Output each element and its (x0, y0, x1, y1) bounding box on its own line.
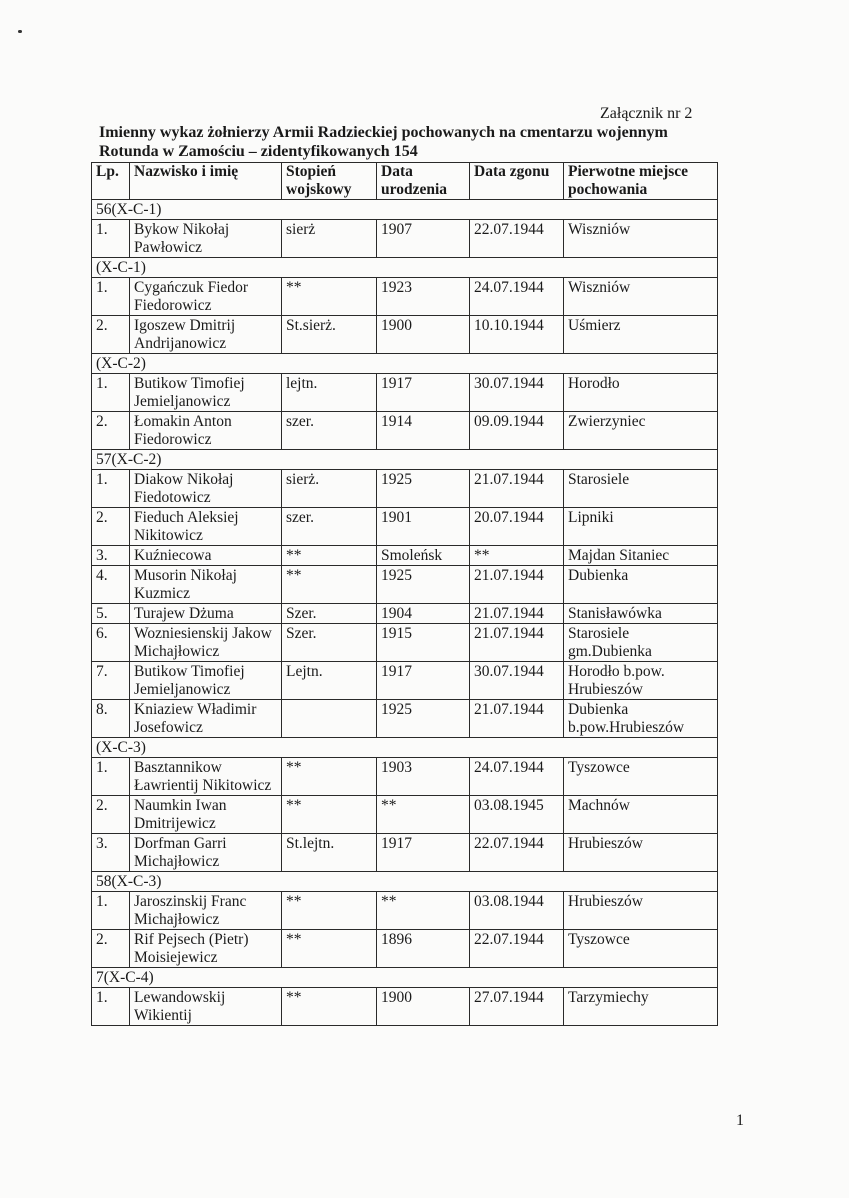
cell-name: Butikow Timofiej Jemieljanowicz (130, 374, 282, 412)
cell-burial-place: Tarzymiechy (564, 988, 718, 1026)
cell-rank: sierż. (282, 470, 377, 508)
cell-lp: 1. (92, 470, 130, 508)
cell-death-date: 03.08.1944 (470, 892, 564, 930)
cell-rank: Szer. (282, 624, 377, 662)
cell-name: Dorfman Garri Michajłowicz (130, 834, 282, 872)
cell-lp: 1. (92, 988, 130, 1026)
cell-lp: 1. (92, 374, 130, 412)
cell-burial-place: Starosiele gm.Dubienka (564, 624, 718, 662)
cell-name: Rif Pejsech (Pietr) Moisiejewicz (130, 930, 282, 968)
cell-rank: ** (282, 892, 377, 930)
cell-birth-date: 1907 (377, 220, 470, 258)
cell-lp: 3. (92, 834, 130, 872)
cell-birth-date: 1903 (377, 758, 470, 796)
section-row (92, 872, 718, 892)
table-row (92, 796, 718, 834)
cell-rank: ** (282, 278, 377, 316)
section-label: 58(X-C-3) (92, 872, 718, 892)
cell-name: Basztannikow Ławrientij Nikitowicz (130, 758, 282, 796)
cell-burial-place: Wiszniów (564, 278, 718, 316)
cell-rank: St.lejtn. (282, 834, 377, 872)
cell-birth-date: 1917 (377, 374, 470, 412)
section-label: 56(X-C-1) (92, 200, 718, 220)
cell-lp: 1. (92, 892, 130, 930)
table-row (92, 220, 718, 258)
cell-rank: sierż (282, 220, 377, 258)
table-row (92, 470, 718, 508)
cell-burial-place: Horodło (564, 374, 718, 412)
table-row (92, 930, 718, 968)
cell-name: Kniaziew Władimir Josefowicz (130, 700, 282, 738)
cell-rank: Szer. (282, 604, 377, 624)
table-row (92, 604, 718, 624)
table-body (92, 200, 718, 1026)
table-row (92, 758, 718, 796)
cell-name: Turajew Dżuma (130, 604, 282, 624)
cell-birth-date: ** (377, 796, 470, 834)
table-row (92, 892, 718, 930)
table-row (92, 508, 718, 546)
cell-rank: St.sierż. (282, 316, 377, 354)
cell-death-date: 22.07.1944 (470, 834, 564, 872)
cell-birth-date: 1925 (377, 470, 470, 508)
attachment-label: Załącznik nr 2 (600, 105, 693, 122)
table-row (92, 566, 718, 604)
cell-name: Wozniesienskij Jakow Michajłowicz (130, 624, 282, 662)
cell-rank: ** (282, 758, 377, 796)
cell-death-date: 30.07.1944 (470, 662, 564, 700)
cell-death-date: 21.07.1944 (470, 566, 564, 604)
cell-lp: 1. (92, 758, 130, 796)
cell-lp: 3. (92, 546, 130, 566)
cell-rank: lejtn. (282, 374, 377, 412)
cell-lp: 7. (92, 662, 130, 700)
table-row (92, 546, 718, 566)
table-row (92, 988, 718, 1026)
section-row (92, 200, 718, 220)
cell-death-date: 24.07.1944 (470, 758, 564, 796)
cell-rank: szer. (282, 508, 377, 546)
cell-birth-date: 1900 (377, 316, 470, 354)
cell-name: Butikow Timofiej Jemieljanowicz (130, 662, 282, 700)
cell-death-date: 09.09.1944 (470, 412, 564, 450)
soldiers-register-table (91, 162, 718, 1026)
cell-lp: 8. (92, 700, 130, 738)
table-row (92, 412, 718, 450)
cell-burial-place: Machnów (564, 796, 718, 834)
cell-death-date: 21.07.1944 (470, 624, 564, 662)
header-lp: Lp. (92, 163, 130, 200)
document-title (99, 123, 739, 161)
cell-death-date: 10.10.1944 (470, 316, 564, 354)
cell-burial-place: Majdan Sitaniec (564, 546, 718, 566)
table-row (92, 662, 718, 700)
cell-lp: 2. (92, 412, 130, 450)
page-number: 1 (736, 1112, 744, 1129)
cell-lp: 6. (92, 624, 130, 662)
cell-burial-place: Tyszowce (564, 758, 718, 796)
cell-rank: ** (282, 930, 377, 968)
cell-burial-place: Lipniki (564, 508, 718, 546)
cell-birth-date: 1925 (377, 566, 470, 604)
table-row (92, 834, 718, 872)
cell-death-date: 21.07.1944 (470, 700, 564, 738)
cell-birth-date: ** (377, 892, 470, 930)
cell-burial-place: Dubienka b.pow.Hrubieszów (564, 700, 718, 738)
cell-lp: 5. (92, 604, 130, 624)
cell-birth-date: 1917 (377, 834, 470, 872)
section-label: 7(X-C-4) (92, 968, 718, 988)
header-death-date: Data zgonu (470, 163, 564, 200)
cell-birth-date: 1917 (377, 662, 470, 700)
cell-birth-date: 1925 (377, 700, 470, 738)
section-label: (X-C-3) (92, 738, 718, 758)
cell-name: Igoszew Dmitrij Andrijanowicz (130, 316, 282, 354)
table-row (92, 316, 718, 354)
cell-rank: Lejtn. (282, 662, 377, 700)
header-birth-date: Data urodzenia (377, 163, 470, 200)
table-row (92, 700, 718, 738)
cell-name: Jaroszinskij Franc Michajłowicz (130, 892, 282, 930)
cell-name: Naumkin Iwan Dmitrijewicz (130, 796, 282, 834)
scan-speck (18, 30, 22, 33)
cell-lp: 2. (92, 316, 130, 354)
cell-death-date: 20.07.1944 (470, 508, 564, 546)
cell-lp: 2. (92, 796, 130, 834)
cell-burial-place: Stanisławówka (564, 604, 718, 624)
cell-death-date: ** (470, 546, 564, 566)
cell-name: Kuźniecowa (130, 546, 282, 566)
cell-burial-place: Starosiele (564, 470, 718, 508)
cell-name: Bykow Nikołaj Pawłowicz (130, 220, 282, 258)
cell-burial-place: Uśmierz (564, 316, 718, 354)
section-row (92, 450, 718, 470)
cell-rank: ** (282, 566, 377, 604)
table-row (92, 374, 718, 412)
cell-name: Cygańczuk Fiedor Fiedorowicz (130, 278, 282, 316)
table-row (92, 624, 718, 662)
section-row (92, 258, 718, 278)
cell-lp: 1. (92, 220, 130, 258)
cell-birth-date: 1901 (377, 508, 470, 546)
cell-burial-place: Dubienka (564, 566, 718, 604)
cell-death-date: 22.07.1944 (470, 930, 564, 968)
table-header-row (92, 163, 718, 200)
cell-lp: 4. (92, 566, 130, 604)
cell-death-date: 03.08.1945 (470, 796, 564, 834)
cell-birth-date: 1923 (377, 278, 470, 316)
header-name: Nazwisko i imię (130, 163, 282, 200)
cell-birth-date: 1904 (377, 604, 470, 624)
section-row (92, 968, 718, 988)
section-row (92, 354, 718, 374)
cell-name: Łomakin Anton Fiedorowicz (130, 412, 282, 450)
cell-burial-place: Tyszowce (564, 930, 718, 968)
cell-rank: szer. (282, 412, 377, 450)
cell-rank: ** (282, 796, 377, 834)
cell-rank (282, 700, 377, 738)
cell-burial-place: Hrubieszów (564, 892, 718, 930)
cell-name: Diakow Nikołaj Fiedotowicz (130, 470, 282, 508)
section-row (92, 738, 718, 758)
cell-burial-place: Zwierzyniec (564, 412, 718, 450)
cell-name: Musorin Nikołaj Kuzmicz (130, 566, 282, 604)
cell-death-date: 21.07.1944 (470, 470, 564, 508)
cell-name: Lewandowskij Wikientij (130, 988, 282, 1026)
cell-birth-date: 1900 (377, 988, 470, 1026)
cell-death-date: 24.07.1944 (470, 278, 564, 316)
section-label: 57(X-C-2) (92, 450, 718, 470)
section-label: (X-C-1) (92, 258, 718, 278)
cell-burial-place: Horodło b.pow. Hrubieszów (564, 662, 718, 700)
cell-birth-date: 1914 (377, 412, 470, 450)
cell-burial-place: Wiszniów (564, 220, 718, 258)
cell-lp: 2. (92, 930, 130, 968)
cell-death-date: 22.07.1944 (470, 220, 564, 258)
cell-burial-place: Hrubieszów (564, 834, 718, 872)
cell-lp: 1. (92, 278, 130, 316)
cell-death-date: 27.07.1944 (470, 988, 564, 1026)
cell-death-date: 21.07.1944 (470, 604, 564, 624)
cell-birth-date: 1896 (377, 930, 470, 968)
header-rank: Stopień wojskowy (282, 163, 377, 200)
cell-rank: ** (282, 546, 377, 566)
cell-lp: 2. (92, 508, 130, 546)
title-line-1: Imienny wykaz żołnierzy Armii Radzieckiej pochowanych na cmentarzu wojennym (99, 124, 668, 141)
cell-birth-date: 1915 (377, 624, 470, 662)
table-row (92, 278, 718, 316)
cell-birth-date: Smoleńsk (377, 546, 470, 566)
cell-rank: ** (282, 988, 377, 1026)
title-line-2: Rotunda w Zamościu – zidentyfikowanych 154 (99, 143, 418, 160)
cell-death-date: 30.07.1944 (470, 374, 564, 412)
section-label: (X-C-2) (92, 354, 718, 374)
header-burial-place: Pierwotne miejsce pochowania (564, 163, 718, 200)
cell-name: Fieduch Aleksiej Nikitowicz (130, 508, 282, 546)
